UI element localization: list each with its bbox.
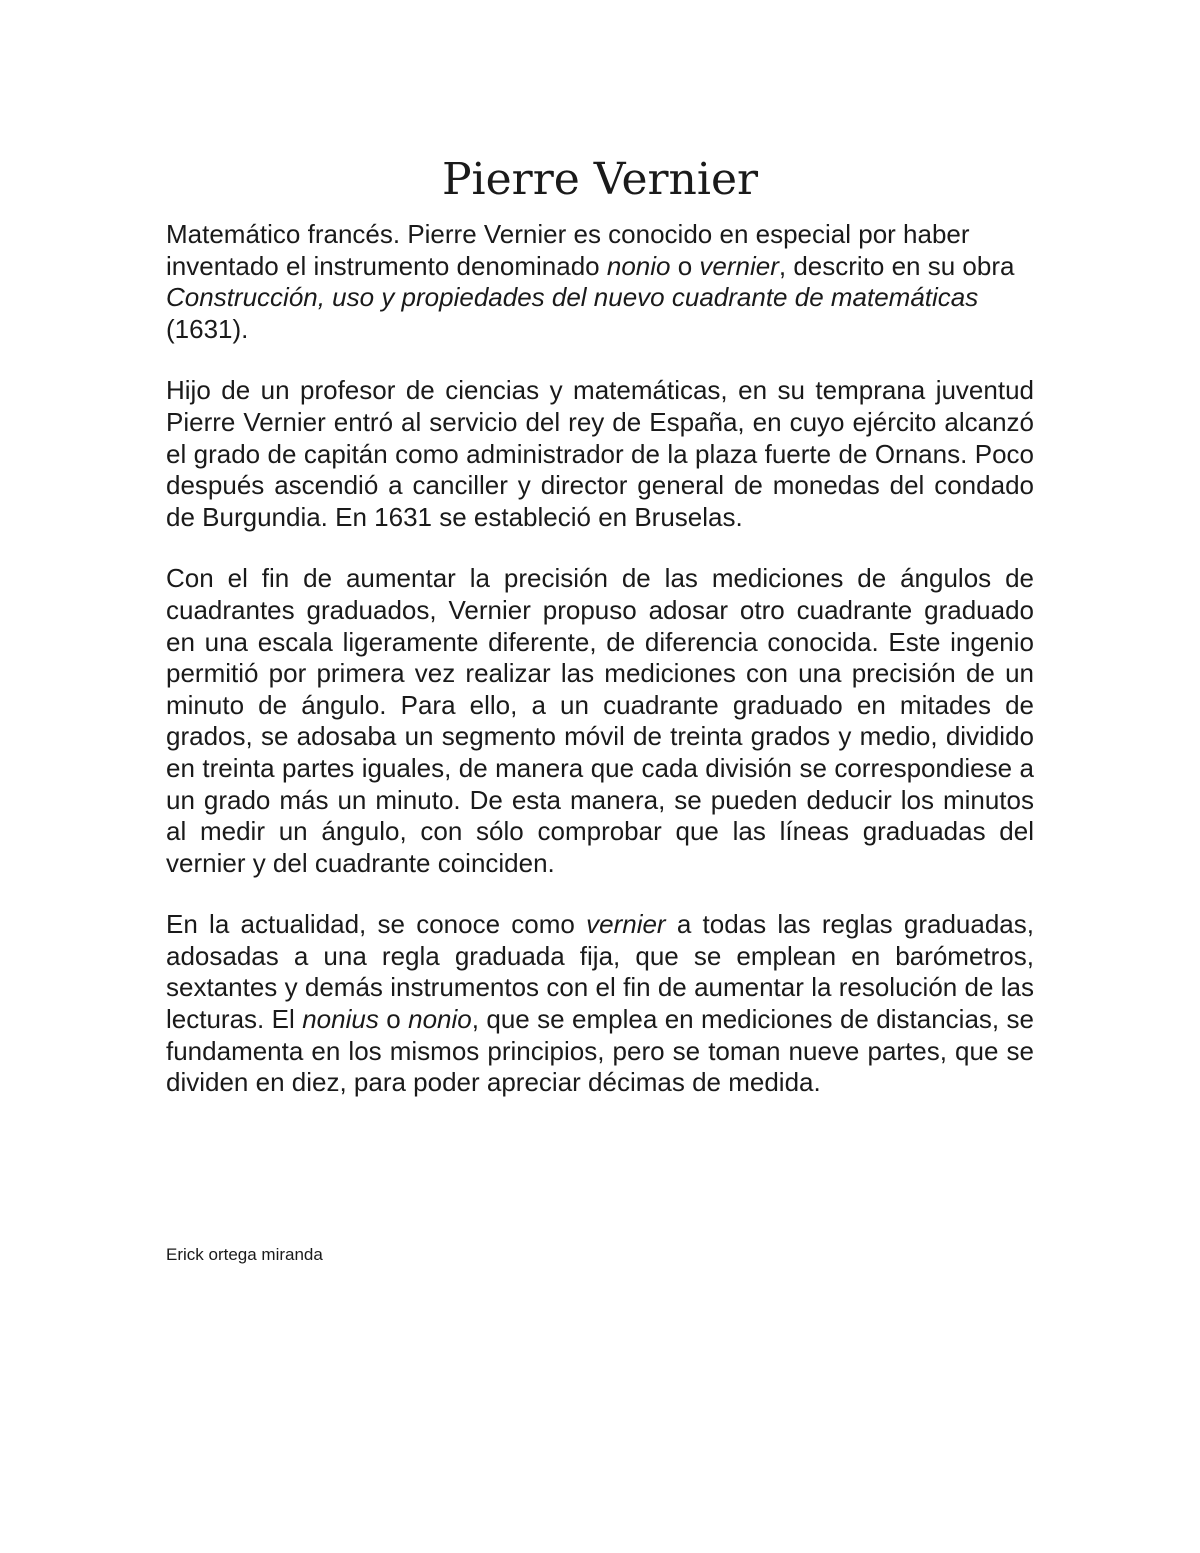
paragraph-3: Con el fin de aumentar la precisión de las mediciones de ángulos de cuadrantes graduados, Vernier propuso adosar otro cuadrante graduado en una escala ligeramente diferente, de diferencia conocida. Este ingenio permitió por primera vez realizar las mediciones con una precisión de un minuto de ángulo. Para ello, a un cuadrante graduado en mitades de grados, se adosaba un segmento móvil de treinta grados y medio, dividido en treinta partes iguales, de manera que cada división se correspondiese a un grado más un minuto. De esta manera, se pueden deducir los minutos al medir un ángulo, con sólo comprobar que las líneas graduadas del vernier y del cuadrante coinciden. <box>166 563 1034 878</box>
paragraph-4-text-1: En la actualidad, se conoce como <box>166 909 587 940</box>
paragraph-1-italic-nonio: nonio <box>606 250 671 281</box>
paragraph-1-text-2: o <box>670 250 700 281</box>
paragraph-1-italic-vernier: vernier <box>699 250 779 281</box>
document-body <box>166 219 1034 1129</box>
paragraph-4-italic-nonius: nonius <box>302 1004 379 1035</box>
paragraph-4-text-2: a todas las reglas graduadas, adosadas a una regla graduada fija, que se emplean en barómetros, sextantes y demás instrumentos con el fin de aumentar la resolución de las lecturas. El <box>166 909 1034 1035</box>
paragraph-4-text-3: o <box>378 1004 409 1035</box>
paragraph-1 <box>166 219 1034 345</box>
paragraph-1-text-1: Matemático francés. Pierre Vernier es conocido en especial por haber inventado el instrumento denominado <box>166 219 970 281</box>
author-signature: Erick ortega miranda <box>166 1245 323 1264</box>
paragraph-2: Hijo de un profesor de ciencias y matemáticas, en su temprana juventud Pierre Vernier entró al servicio del rey de España, en cuyo ejército alcanzó el grado de capitán como administrador de la plaza fuerte de Ornans. Poco después ascendió a canciller y director general de monedas del condado de Burgundia. En 1631 se estableció en Bruselas. <box>166 375 1034 532</box>
paragraph-1-text-4: (1631). <box>166 313 249 344</box>
paragraph-4 <box>166 909 1034 1099</box>
document-title: Pierre Vernier <box>441 154 759 205</box>
paragraph-4-text-4: , que se emplea en mediciones de distancias, se fundamenta en los mismos principios, pero se toman nueve partes, que se dividen en diez, para poder apreciar décimas de medida. <box>166 1004 1034 1098</box>
paragraph-4-italic-vernier: vernier <box>586 909 666 940</box>
paragraph-1-text-3: , descrito en su obra <box>778 250 1015 281</box>
paragraph-1-italic-book-title: Construcción, uso y propiedades del nuevo cuadrante de matemáticas <box>166 282 979 313</box>
paragraph-4-italic-nonio: nonio <box>408 1004 472 1035</box>
